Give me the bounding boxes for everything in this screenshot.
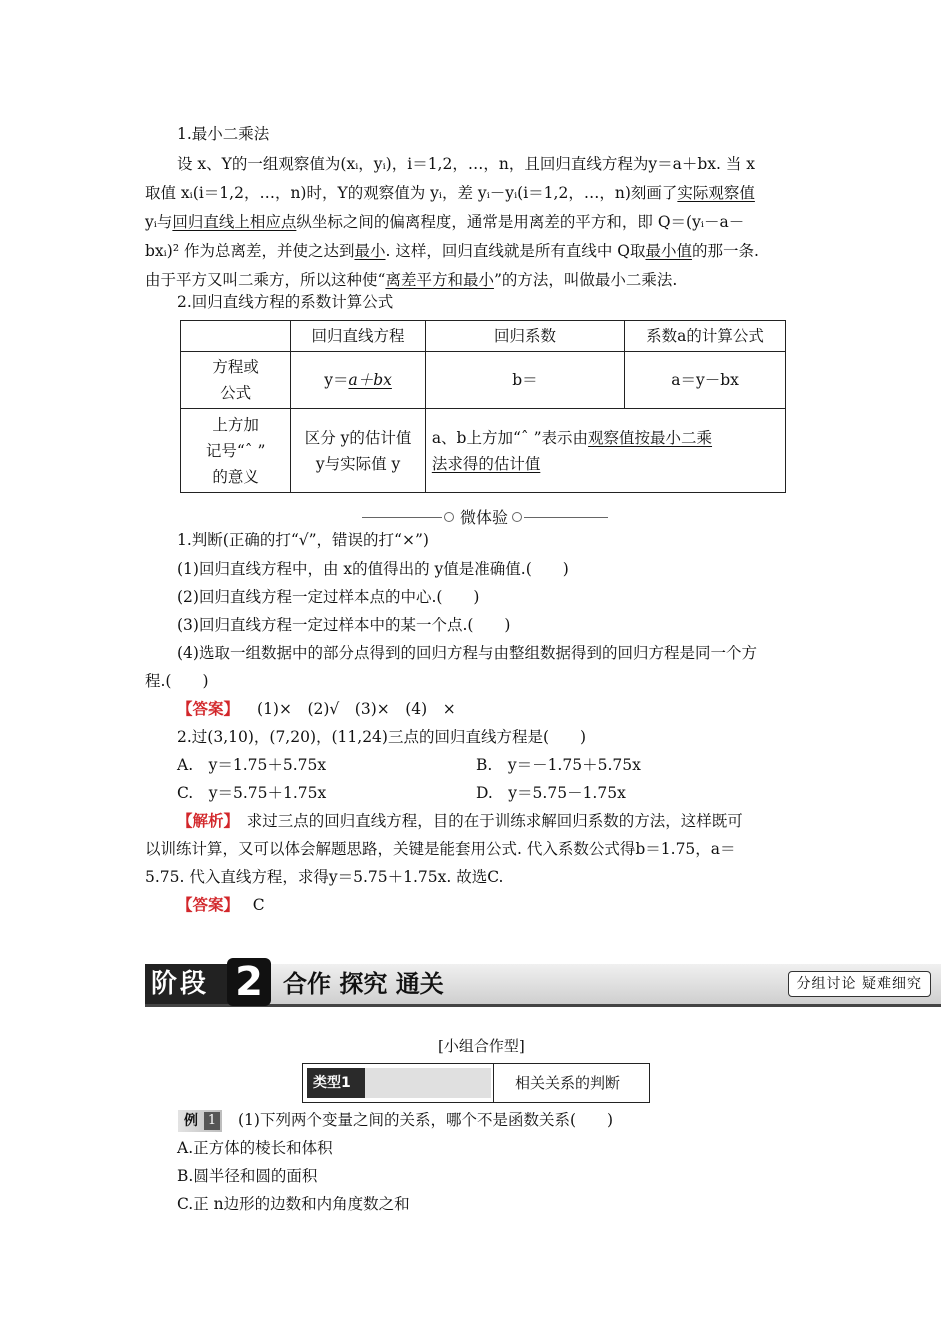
text: 取值 xᵢ(i＝1,2，…，n)时，Y的观察值为 yᵢ，差 yᵢ－yᵢ(i＝1,2，…，n)刻画了	[145, 184, 678, 202]
q2-answer	[177, 893, 265, 915]
example-badge	[178, 1110, 222, 1132]
table-cell	[291, 409, 426, 493]
q2-analysis-line: 5.75. 代入直线方程，求得y＝5.75＋1.75x. 故选C.	[145, 868, 504, 886]
q2-option-a: A. y＝1.75＋5.75x	[177, 756, 327, 774]
stage-banner	[145, 959, 941, 1008]
text: 上方加	[212, 415, 259, 434]
section-heading-least-squares: 1.最小二乘法	[177, 125, 270, 143]
text: yᵢ与	[145, 213, 173, 231]
text: bxᵢ)² 作为总离差，并使之达到	[145, 242, 355, 260]
analysis-text: 求过三点的回归直线方程，目的在于训练求解回归系数的方法，这样既可	[231, 812, 743, 830]
q1-answer	[177, 697, 456, 719]
stage-number: 2	[227, 958, 271, 1006]
table-cell	[425, 409, 785, 493]
example-option-a: A.正方体的棱长和体积	[177, 1139, 333, 1157]
analysis-tag: 【解析】	[177, 811, 232, 830]
divider-line	[362, 517, 442, 518]
micro-experience-divider	[362, 507, 608, 527]
type-tab	[307, 1068, 491, 1098]
para-line	[145, 208, 813, 237]
circle-icon	[444, 512, 454, 522]
text: 的那一条.	[692, 242, 759, 260]
q2-analysis-line: 以训练计算，又可以体会解题思路，关键是能套用公式. 代入系数公式得b＝1.75，a＝	[145, 840, 736, 858]
q1-statement: (4)选取一组数据中的部分点得到的回归方程与由整组数据得到的回归方程是同一个方	[177, 644, 757, 662]
coefficient-table	[180, 320, 786, 493]
least-squares-paragraph	[145, 150, 813, 295]
example-prompt: (1)下列两个变量之间的关系，哪个不是函数关系( )	[238, 1111, 614, 1129]
table-cell	[291, 352, 426, 409]
type-box	[302, 1063, 650, 1103]
table-row	[181, 409, 786, 493]
stage-tag: 分组讨论 疑难细究	[788, 971, 931, 997]
underlined-term: a＋bx	[348, 371, 392, 389]
answer-tag: 【答案】	[177, 895, 232, 914]
underlined-term: 回归直线上相应点	[172, 213, 297, 231]
type-name: 相关关系的判断	[515, 1074, 621, 1092]
q2-option-d: D. y＝5.75－1.75x	[476, 784, 626, 802]
stage-title: 合作 探究 通关	[283, 970, 444, 998]
q1-statement: (3)回归直线方程一定过样本中的某一个点.( )	[177, 616, 511, 634]
divider-line	[524, 517, 608, 518]
q1-prompt: 1.判断(正确的打“√”，错误的打“×”)	[177, 531, 429, 549]
stage-label: 阶段	[151, 969, 210, 999]
q2-option-b: B. y＝－1.75＋5.75x	[476, 756, 641, 774]
underlined-term: 法求得的估计值	[431, 454, 541, 473]
table-row	[181, 352, 786, 409]
underlined-term: 观察值按最小二乘	[588, 428, 713, 447]
table-header: 回归系数	[425, 321, 624, 352]
text: a、b上方加“ˆ ”表示由	[431, 428, 589, 447]
table-cell: a＝y－bx	[625, 352, 786, 409]
text: . 这样，回归直线就是所有直线中 Q取	[385, 242, 646, 260]
answer-text: (1)× (2)√ (3)× (4) ×	[257, 700, 456, 718]
micro-experience-title: 微体验	[460, 508, 509, 527]
example-option-c: C.正 n边形的边数和内角度数之和	[177, 1195, 410, 1213]
q1-statement: (1)回归直线方程中，由 x的值得出的 y值是准确值.( )	[177, 560, 569, 578]
example-option-b: B.圆半径和圆的面积	[177, 1167, 318, 1185]
text: ”的方法，叫做最小二乘法.	[493, 271, 678, 289]
text: 区分 y的估计值	[304, 428, 412, 447]
text: 的意义	[212, 467, 259, 486]
q2-option-c: C. y＝5.75＋1.75x	[177, 784, 327, 802]
underlined-term: 离差平方和最小	[385, 271, 494, 289]
group-label: [小组合作型]	[438, 1037, 525, 1055]
text: 纵坐标之间的偏离程度，通常是用离差的平方和，即 Q＝(yᵢ－a－	[296, 213, 745, 231]
answer-tag: 【答案】	[177, 699, 240, 718]
para-line	[145, 179, 813, 208]
underlined-term: 最小	[354, 242, 386, 260]
underlined-term: 最小值	[645, 242, 693, 260]
text: y与实际值 y	[315, 454, 401, 473]
table-cell	[181, 321, 291, 352]
text: 记号“ˆ ”	[205, 441, 266, 460]
text: 由于平方又叫二乘方，所以这种使“	[145, 271, 386, 289]
text: y＝	[324, 371, 349, 389]
row-label	[181, 409, 291, 493]
q1-statement: (2)回归直线方程一定过样本点的中心.( )	[177, 588, 480, 606]
table-cell: b＝	[425, 352, 624, 409]
table-header-row	[181, 321, 786, 352]
row-label	[181, 352, 291, 409]
q2-prompt: 2.过(3,10)，(7,20)，(11,24)三点的回归直线方程是( )	[177, 728, 587, 746]
answer-text: C	[237, 896, 265, 914]
circle-icon	[512, 512, 522, 522]
example-tag: 例	[184, 1113, 198, 1129]
example-number: 1	[204, 1112, 220, 1130]
q1-statement-cont: 程.( )	[145, 672, 209, 690]
table-header: 回归直线方程	[291, 321, 426, 352]
text: 公式	[220, 384, 252, 402]
para-line: 设 x、Y的一组观察值为(xᵢ，yᵢ)，i＝1,2，…，n，且回归直线方程为y＝a＋bx. 当 x	[177, 155, 756, 173]
para-line	[145, 237, 813, 266]
type-label: 类型1	[313, 1075, 351, 1091]
q2-analysis	[177, 809, 743, 831]
section-heading-coefficients: 2.回归直线方程的系数计算公式	[177, 293, 394, 311]
text: 方程或	[212, 358, 259, 376]
underlined-term: 实际观察值	[677, 184, 755, 202]
table-header: 系数a的计算公式	[625, 321, 786, 352]
type-separator	[493, 1064, 494, 1102]
